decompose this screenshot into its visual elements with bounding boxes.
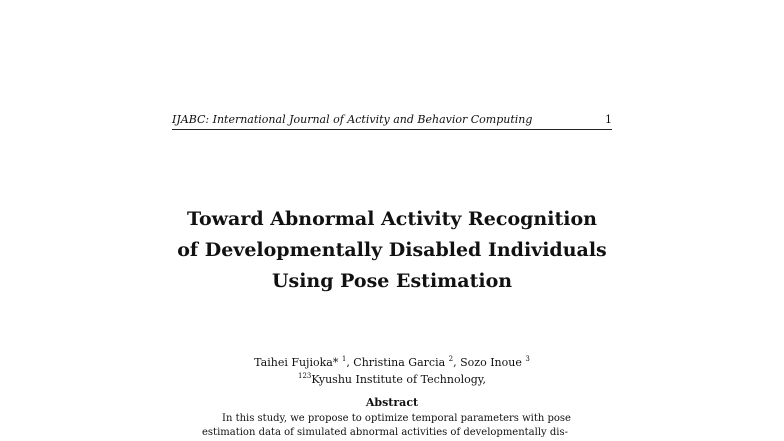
author-list — [180, 355, 604, 370]
abstract-body — [202, 412, 582, 440]
affiliation-name: Kyushu Institute of Technology, — [311, 373, 486, 386]
title-line-2: of Developmentally Disabled Individuals — [177, 239, 607, 261]
title-line-1: Toward Abnormal Activity Recognition — [187, 208, 597, 230]
author-3-affiliation-mark: 3 — [525, 355, 530, 363]
author-3-name: , Sozo Inoue — [453, 356, 522, 369]
abstract-heading: Abstract — [365, 396, 419, 409]
author-1-affiliation-mark: 1 — [341, 355, 347, 363]
author-2-name: , Christina Garcia — [346, 356, 446, 369]
abstract-line-2: estimation data of simulated abnormal activities of developmentally dis- — [202, 427, 568, 438]
abstract-line-1: In this study, we propose to optimize temporal parameters with pose — [222, 413, 571, 424]
affiliation — [180, 372, 604, 387]
author-1-name: Taihei Fujioka* — [254, 356, 339, 369]
author-2-affiliation-mark: 2 — [448, 355, 454, 363]
paper-title — [140, 204, 644, 297]
affiliation-marks: 123 — [297, 372, 312, 380]
running-header — [172, 112, 612, 130]
title-line-3: Using Pose Estimation — [271, 270, 513, 292]
journal-name: IJABC: International Journal of Activity and Behavior Computing — [172, 113, 533, 126]
page-number: 1 — [605, 113, 612, 126]
